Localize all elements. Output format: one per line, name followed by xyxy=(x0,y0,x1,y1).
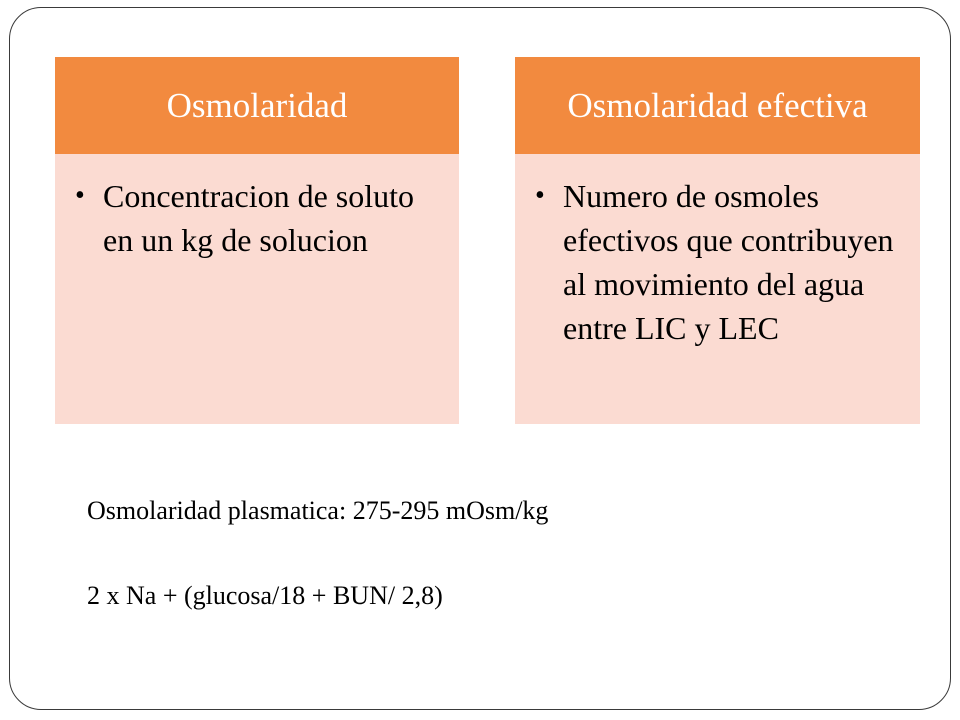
osmolaridad-efectiva-bullet-text: Numero de osmoles efectivos que contribuyen al movimiento del agua entre LIC y LEC xyxy=(563,178,894,346)
osmolaridad-bullet-list xyxy=(75,174,437,262)
osmolaridad-header: Osmolaridad xyxy=(55,57,459,154)
osmolarity-formula: 2 x Na + (glucosa/18 + BUN/ 2,8) xyxy=(87,581,443,610)
osmolaridad-bullet-text: Concentracion de soluto en un kg de solucion xyxy=(103,178,415,258)
bullet-icon: • xyxy=(75,180,85,211)
osmolaridad-bullet xyxy=(75,174,437,262)
osmolaridad-box xyxy=(55,57,459,424)
osmolaridad-efectiva-box xyxy=(515,57,920,424)
slide-frame xyxy=(9,7,951,710)
osmolaridad-efectiva-bullet xyxy=(535,174,898,350)
osmolaridad-efectiva-bullet-list xyxy=(535,174,898,350)
bullet-icon: • xyxy=(535,180,545,211)
osmolaridad-efectiva-body xyxy=(515,154,920,424)
osmolaridad-body xyxy=(55,154,459,424)
plasma-osmolarity-note: Osmolaridad plasmatica: 275-295 mOsm/kg xyxy=(87,496,549,525)
osmolaridad-efectiva-header: Osmolaridad efectiva xyxy=(515,57,920,154)
